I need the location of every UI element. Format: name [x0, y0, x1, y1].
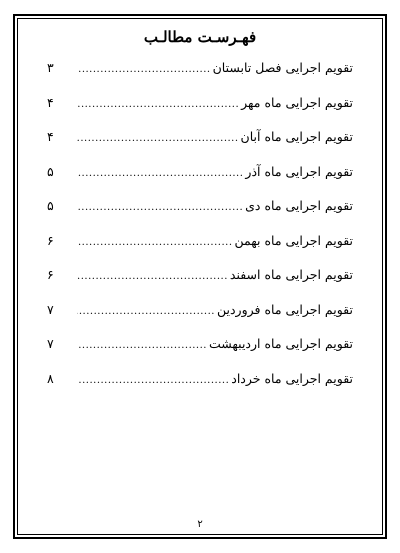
toc-entry-page: ۷: [47, 301, 54, 317]
toc-entry-page: ۶: [47, 267, 54, 282]
toc-leader-dots: [77, 306, 215, 317]
toc-entry-label: تقویم اجرایی ماه اسفند: [229, 267, 353, 282]
toc-entry-label: تقویم اجرایی ماه مهر: [241, 94, 353, 110]
toc-entry[interactable]: [47, 371, 353, 406]
toc-entry[interactable]: [47, 60, 353, 95]
toc-leader-dots: [77, 64, 211, 75]
toc-entry-label: تقویم اجرایی ماه دی: [245, 198, 353, 213]
toc-leader-dots: [77, 99, 239, 110]
toc-entry-page: ۸: [47, 370, 54, 386]
toc-leader-dots: [77, 133, 239, 144]
toc-entry[interactable]: [47, 198, 353, 233]
toc-entry-page: ۴: [47, 94, 54, 110]
table-of-contents: [47, 60, 353, 405]
toc-entry[interactable]: [47, 164, 353, 199]
toc-entry[interactable]: [47, 233, 353, 268]
toc-entry-page: ۳: [47, 60, 54, 75]
toc-entry-page: ۴: [47, 129, 54, 144]
page-title: فهـرسـت مطالـب: [143, 28, 257, 46]
toc-leader-dots: [77, 375, 229, 386]
toc-leader-dots: [77, 237, 233, 248]
toc-entry-page: ۵: [47, 198, 54, 213]
toc-entry-label: تقویم اجرایی ماه آبان: [240, 129, 353, 144]
toc-entry-label: تقویم اجرایی ماه آذر: [245, 163, 353, 179]
toc-entry[interactable]: [47, 129, 353, 164]
toc-leader-dots: [77, 340, 207, 351]
toc-entry-label: تقویم اجرایی ماه بهمن: [234, 232, 353, 248]
toc-leader-dots: [77, 202, 243, 213]
toc-entry-page: ۵: [47, 163, 54, 179]
toc-entry-label: تقویم اجرایی ماه اردیبهشت: [208, 336, 353, 351]
toc-entry[interactable]: [47, 95, 353, 130]
toc-entry[interactable]: [47, 336, 353, 371]
toc-entry-page: ۷: [47, 336, 54, 351]
toc-leader-dots: [77, 168, 243, 179]
toc-entry-label: تقویم اجرایی فصل تابستان: [212, 60, 353, 75]
toc-entry[interactable]: [47, 302, 353, 337]
page-number: ۲: [197, 519, 203, 530]
toc-entry-label: تقویم اجرایی ماه خرداد: [231, 370, 353, 386]
toc-entry-page: ۶: [47, 232, 54, 248]
toc-leader-dots: [77, 271, 228, 282]
toc-entry-label: تقویم اجرایی ماه فروردین: [216, 301, 353, 317]
toc-entry[interactable]: [47, 267, 353, 302]
